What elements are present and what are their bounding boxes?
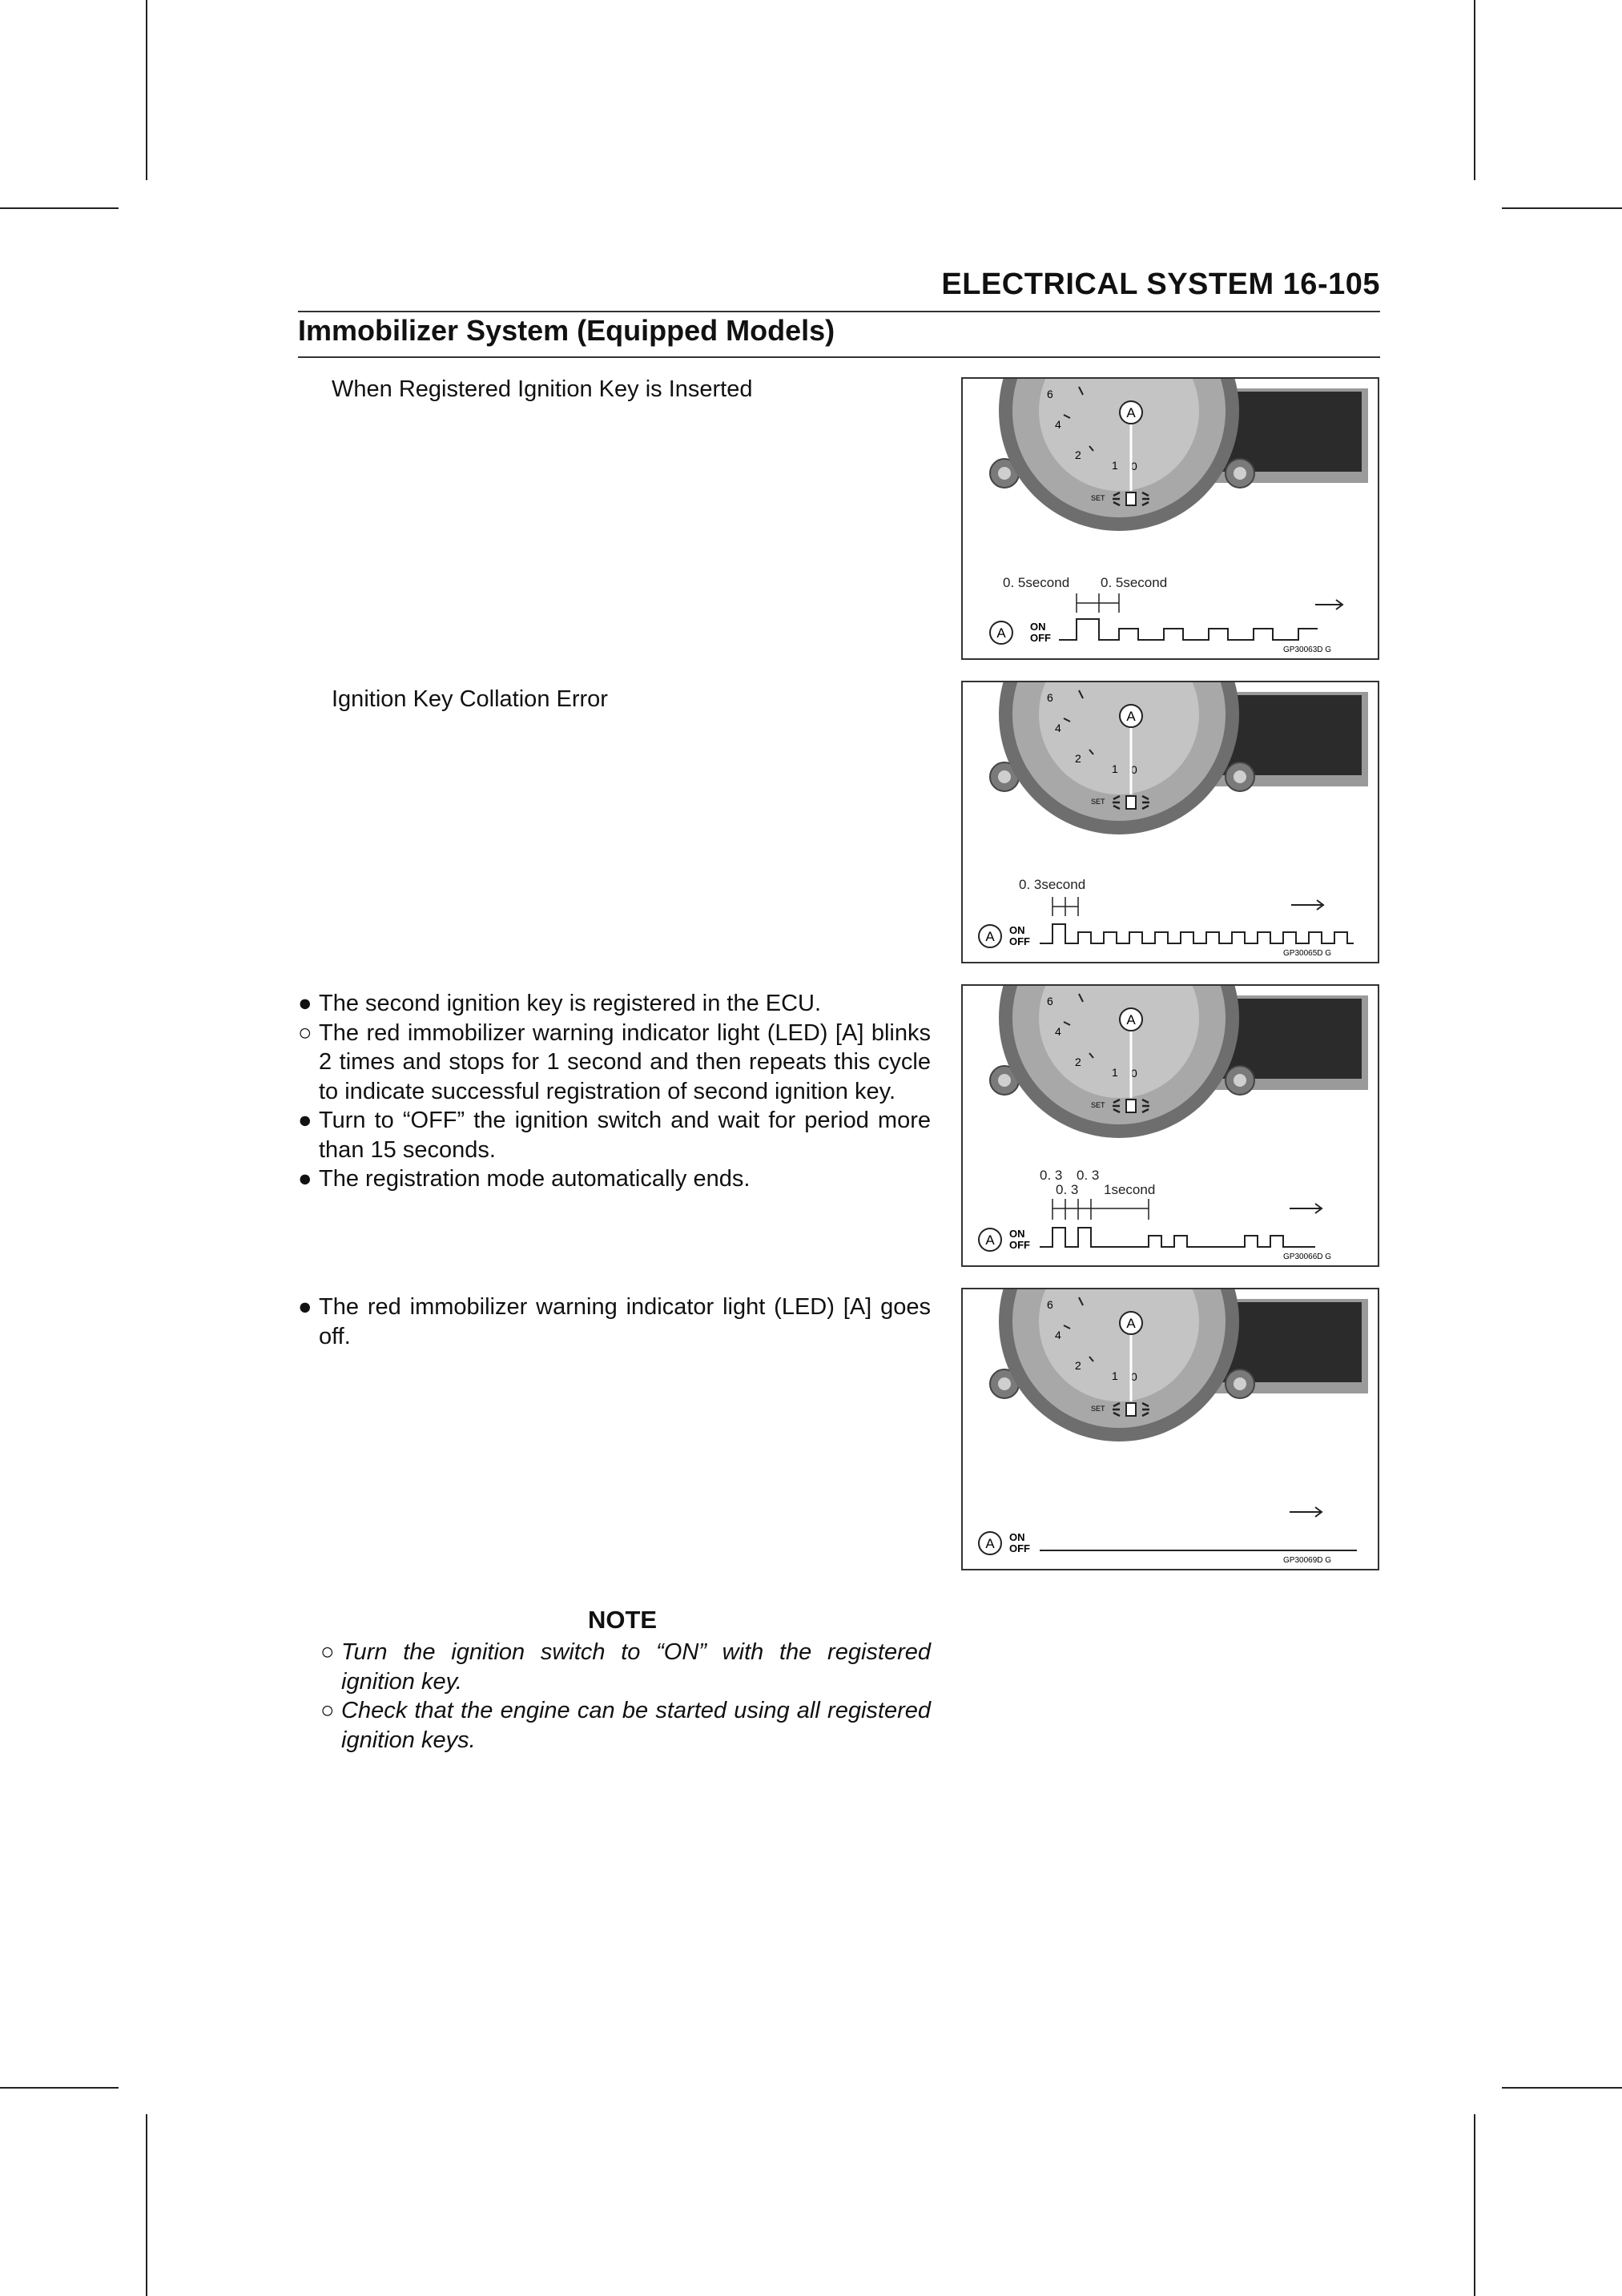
crop-mark (146, 2114, 147, 2296)
gauge-number: 2 (1075, 1359, 1081, 1372)
figure-collation-error (961, 681, 1379, 963)
gauge-number: 6 (1047, 388, 1053, 400)
note-title: NOTE (588, 1606, 658, 1634)
step-item (298, 1019, 931, 1107)
gauge-number: 0 (1131, 763, 1137, 776)
timing-label: 0. 3second (1019, 877, 1086, 892)
crop-mark (1502, 207, 1622, 209)
gauge-number: 0 (1131, 460, 1137, 472)
crop-mark (146, 0, 147, 180)
section-rule (298, 356, 1380, 358)
timing-label: 0. 5second (1101, 575, 1168, 590)
callout-a-label: A (996, 625, 1006, 641)
gauge-number: 2 (1075, 752, 1081, 765)
set-button-label: SET (1091, 494, 1105, 502)
mount-bolt-center (998, 467, 1011, 480)
bullet-marker: ● (298, 1166, 312, 1192)
time-arrow-icon (1290, 1204, 1322, 1213)
gauge-number: 6 (1047, 691, 1053, 704)
gauge-number: 4 (1055, 1329, 1061, 1341)
callout-a-label: A (1126, 709, 1136, 724)
figure-caption-registered-key: When Registered Ignition Key is Inserted (332, 376, 753, 402)
crop-mark (0, 207, 119, 209)
signal-on-label: ON (1030, 621, 1046, 633)
set-button-label: SET (1091, 1405, 1105, 1413)
callout-a-label: A (985, 1232, 995, 1248)
gauge-number: 4 (1055, 418, 1061, 431)
callout-a-label: A (1126, 1316, 1136, 1331)
crop-mark (1474, 0, 1475, 180)
callout-a-label: A (985, 929, 995, 944)
signal-off-label: OFF (1009, 1542, 1030, 1554)
immobilizer-led-icon (1113, 1403, 1149, 1416)
signal-off-label: OFF (1030, 632, 1051, 644)
signal-waveform (1040, 1228, 1315, 1247)
timing-label: 0. 3 (1040, 1168, 1063, 1183)
time-arrow-icon (1291, 900, 1323, 910)
time-arrow-icon (1290, 1507, 1322, 1517)
sub-bullet-marker: ○ (320, 1698, 335, 1723)
gauge-number: 6 (1047, 1298, 1053, 1311)
figure-code: GP30063D G (1283, 645, 1332, 654)
step-item (298, 989, 931, 1019)
note-item (320, 1696, 931, 1755)
callout-a-label: A (1126, 405, 1136, 420)
mount-bolt-center (1234, 467, 1246, 480)
note-block (320, 1638, 931, 1755)
callout-a-label: A (985, 1536, 995, 1551)
callout-a-label: A (1126, 1012, 1136, 1027)
note-item (320, 1638, 931, 1696)
gauge-number: 1 (1112, 459, 1118, 472)
gauge-number: 0 (1131, 1370, 1137, 1383)
timing-label: 1second (1104, 1182, 1156, 1197)
figure-code: GP30065D G (1283, 949, 1332, 958)
figure-caption-collation-error: Ignition Key Collation Error (332, 686, 608, 712)
bullet-marker: ● (298, 1108, 312, 1133)
step-text: Turn to “OFF” the ignition switch and wait for period more than 15 seconds. (319, 1108, 931, 1163)
instrument-illustration (963, 682, 1378, 962)
timing-dimension (1052, 897, 1078, 916)
steps-block (298, 1293, 931, 1351)
set-button-label: SET (1091, 1101, 1105, 1109)
mount-bolt-center (1234, 1377, 1246, 1390)
gauge-number: 2 (1075, 1056, 1081, 1068)
step-text: The red immobilizer warning indicator light (LED) [A] blinks 2 times and stops for 1 second and then repeats this cycle to indicate successful registration of second ignition key. (319, 1019, 931, 1104)
sub-bullet-marker: ○ (298, 1019, 312, 1046)
crop-mark (0, 2087, 119, 2089)
mount-bolt-center (1234, 770, 1246, 783)
timing-label: 0. 3 (1056, 1182, 1079, 1197)
steps-block (298, 989, 931, 1194)
immobilizer-led-icon (1113, 1100, 1149, 1112)
bullet-marker: ● (298, 991, 312, 1016)
gauge-number: 0 (1131, 1067, 1137, 1080)
gauge-number: 1 (1112, 762, 1118, 775)
step-text: The registration mode automatically ends. (319, 1166, 751, 1192)
mount-bolt-center (998, 1377, 1011, 1390)
gauge-number: 1 (1112, 1066, 1118, 1079)
immobilizer-led-icon (1113, 493, 1149, 505)
timing-dimension (1052, 1199, 1149, 1220)
figure-led-off (961, 1288, 1379, 1570)
timing-label: 0. 3 (1077, 1168, 1100, 1183)
figure-code: GP30066D G (1283, 1253, 1332, 1261)
gauge-number: 2 (1075, 448, 1081, 461)
gauge-number: 1 (1112, 1369, 1118, 1382)
crop-mark (1502, 2087, 1622, 2089)
mount-bolt-center (1234, 1074, 1246, 1087)
crop-mark (1474, 2114, 1475, 2296)
figure-registered-key (961, 377, 1379, 660)
instrument-illustration (963, 986, 1378, 1265)
timing-label: 0. 5second (1003, 575, 1070, 590)
signal-waveform (1059, 619, 1318, 640)
sub-bullet-marker: ○ (320, 1639, 335, 1665)
signal-waveform (1040, 924, 1354, 943)
page-header-title: ELECTRICAL SYSTEM 16-105 (941, 267, 1380, 301)
header-rule (298, 311, 1380, 312)
signal-off-label: OFF (1009, 1239, 1030, 1251)
gauge-number: 4 (1055, 1025, 1061, 1038)
signal-on-label: ON (1009, 1531, 1025, 1543)
figure-second-key-registered (961, 984, 1379, 1267)
mount-bolt-center (998, 770, 1011, 783)
section-title: Immobilizer System (Equipped Models) (298, 314, 835, 347)
figure-code: GP30069D G (1283, 1556, 1332, 1565)
set-button-label: SET (1091, 798, 1105, 806)
mount-bolt-center (998, 1074, 1011, 1087)
signal-off-label: OFF (1009, 935, 1030, 947)
signal-on-label: ON (1009, 1228, 1025, 1240)
step-text: The red immobilizer warning indicator light (LED) [A] goes off. (319, 1294, 931, 1349)
step-item (298, 1293, 931, 1351)
signal-on-label: ON (1009, 924, 1025, 936)
gauge-number: 6 (1047, 995, 1053, 1007)
instrument-illustration (963, 1289, 1378, 1569)
bullet-marker: ● (298, 1294, 312, 1320)
gauge-number: 4 (1055, 722, 1061, 734)
note-text: Turn the ignition switch to “ON” with the registered ignition key. (341, 1639, 931, 1695)
step-item (298, 1106, 931, 1164)
time-arrow-icon (1315, 600, 1342, 609)
step-text: The second ignition key is registered in the ECU. (319, 991, 822, 1016)
step-item (298, 1164, 931, 1194)
immobilizer-led-icon (1113, 796, 1149, 809)
note-text: Check that the engine can be started using all registered ignition keys. (341, 1698, 931, 1753)
instrument-illustration (963, 379, 1378, 658)
timing-dimension (1077, 593, 1119, 613)
